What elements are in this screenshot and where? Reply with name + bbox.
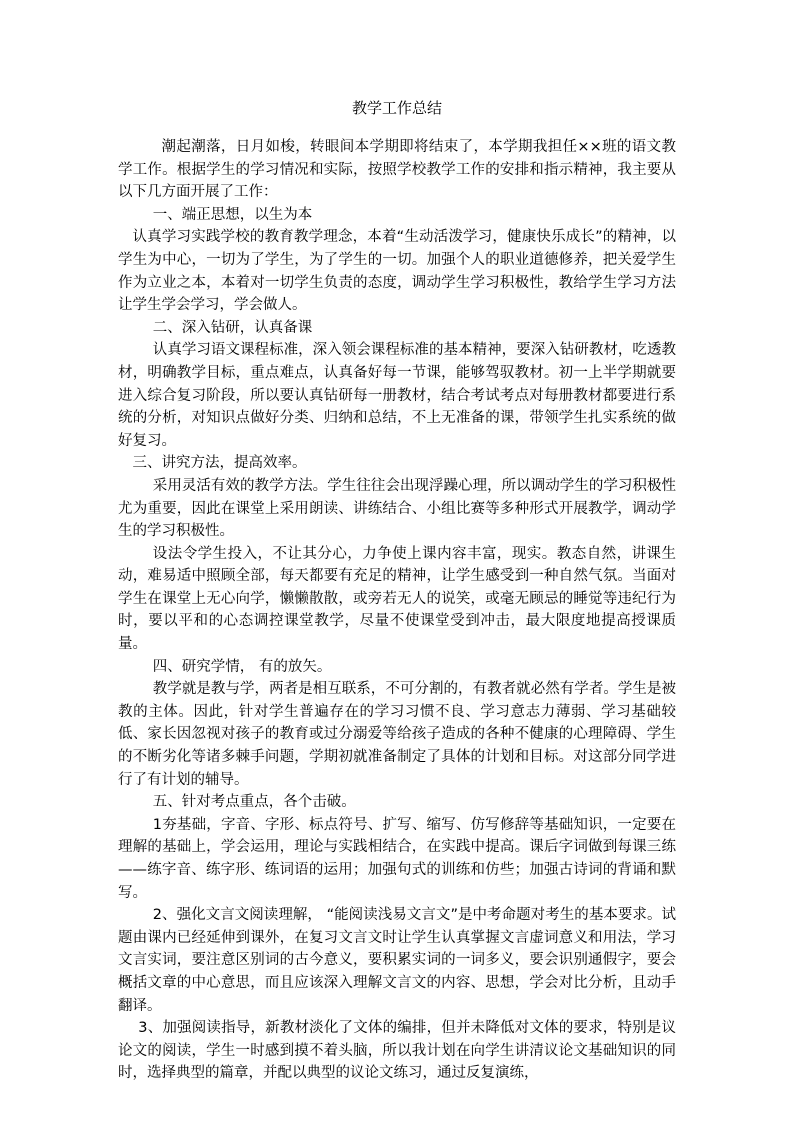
heading-section-5: 五、针对考点重点，各个击破。 xyxy=(152,794,356,811)
paragraph-section-5-item-1: 1夯基础，字音、字形、标点符号、扩写、缩写、仿写修辞等基础知识，一定要在理解的基础上，学会运用，理论与实践相结合，在实践中提高。课后字词做到每课三练——练字音、练字形、练词语的运用；加强句式的训练和仿些；加强古诗词的背诵和默写。 xyxy=(118,816,676,901)
paragraph-intro: 潮起潮落，日月如梭，转眼间本学期即将结束了，本学期我担任××班的语文教学工作。根据学生的学习情况和实际，按照学校教学工作的安排和指示精神，我主要从以下几方面开展了工作： xyxy=(118,139,676,201)
paragraph-section-4: 教学就是教与学，两者是相互联系，不可分割的，有教者就必然有学者。学生是被教的主体。因此，针对学生普遍存在的学习习惯不良、学习意志力薄弱、学习基础较低、家长因忽视对孩子的教育或过分溺爱等给孩子造成的各种不健康的心理障碍、学生的不断劣化等诸多棘手问题，学期初就准备制定了具体的计划和目标。对这部分同学进行了有计划的辅导。 xyxy=(118,681,676,788)
document-body xyxy=(118,136,676,1085)
document-title: 教学工作总结 xyxy=(351,99,442,117)
paragraph-section-3b: 设法令学生投入，不让其分心，力争使上课内容丰富，现实。教态自然，讲课生动，难易适中照顾全部，每天都要有充足的精神，让学生感受到一种自然气氛。当面对学生在课堂上无心向学，懒懒散散，或旁若无人的说笑，或毫无顾忌的睡觉等违纪行为时，要以平和的心态调控课堂教学，尽量不使课堂受到冲击，最大限度地提高授课质量。 xyxy=(118,545,676,653)
paragraph-section-5-item-3: 3、加强阅读指导，新教材淡化了文体的编排，但并未降低对文体的要求，特别是议论文的阅读，学生一时感到摸不着头脑，所以我计划在向学生讲清议论文基础知识的同时，选择典型的篇章，并配以典型的议论文练习，通过反复演练， xyxy=(118,1020,676,1082)
paragraph-section-1: 认真学习实践学校的教育教学理念，本着“生动活泼学习，健康快乐成长”的精神，以学生为中心，一切为了学生，为了学生的一切。加强个人的职业道德修养，把关爱学生作为立业之本，本着对一切学生负责的态度，调动学生学习积极性，教给学生学习方法让学生学会学习，学会做人。 xyxy=(118,229,676,314)
paragraph-section-3a: 采用灵活有效的教学方法。学生往往会出现浮躁心理，所以调动学生的学习积极性尤为重要，因此在课堂上采用朗读、讲练结合、小组比赛等多种形式开展教学，调动学生的学习积极性。 xyxy=(118,477,676,540)
paragraph-section-2: 认真学习语文课程标准，深入领会课程标准的基本精神，要深入钻研教材，吃透教材，明确教学目标，重点难点，认真备好每一节课，能够驾驭教材。初一上半学期就要进入综合复习阶段，所以要认真钻研每一册教材，结合考试考点对每册教材都要进行系统的分析，对知识点做好分类、归纳和总结，不上无准备的课，带领学生扎实系统的做好复习。 xyxy=(118,342,676,449)
heading-section-1: 一、端正思想，以生为本 xyxy=(152,206,313,223)
heading-section-2: 二、深入钻研，认真备课 xyxy=(152,319,313,336)
heading-section-3: 三、讲究方法，提高效率。 xyxy=(132,455,307,472)
heading-section-4: 四、研究学情， 有的放矢。 xyxy=(152,658,332,675)
paragraph-section-5-item-2: 2、强化文言文阅读理解， “能阅读浅易文言文”是中考命题对考生的基本要求。试题由课内已经延伸到课外，在复习文言文时让学生认真掌握文言虚词意义和用法，学习文言实词，要注意区别词的古今意义，要积累实词的一词多义，要会识别通假字，要会概括文章的中心意思，而且应该深入理解文言文的内容、思想，学会对比分析，且动手翻译。 xyxy=(118,907,676,1014)
